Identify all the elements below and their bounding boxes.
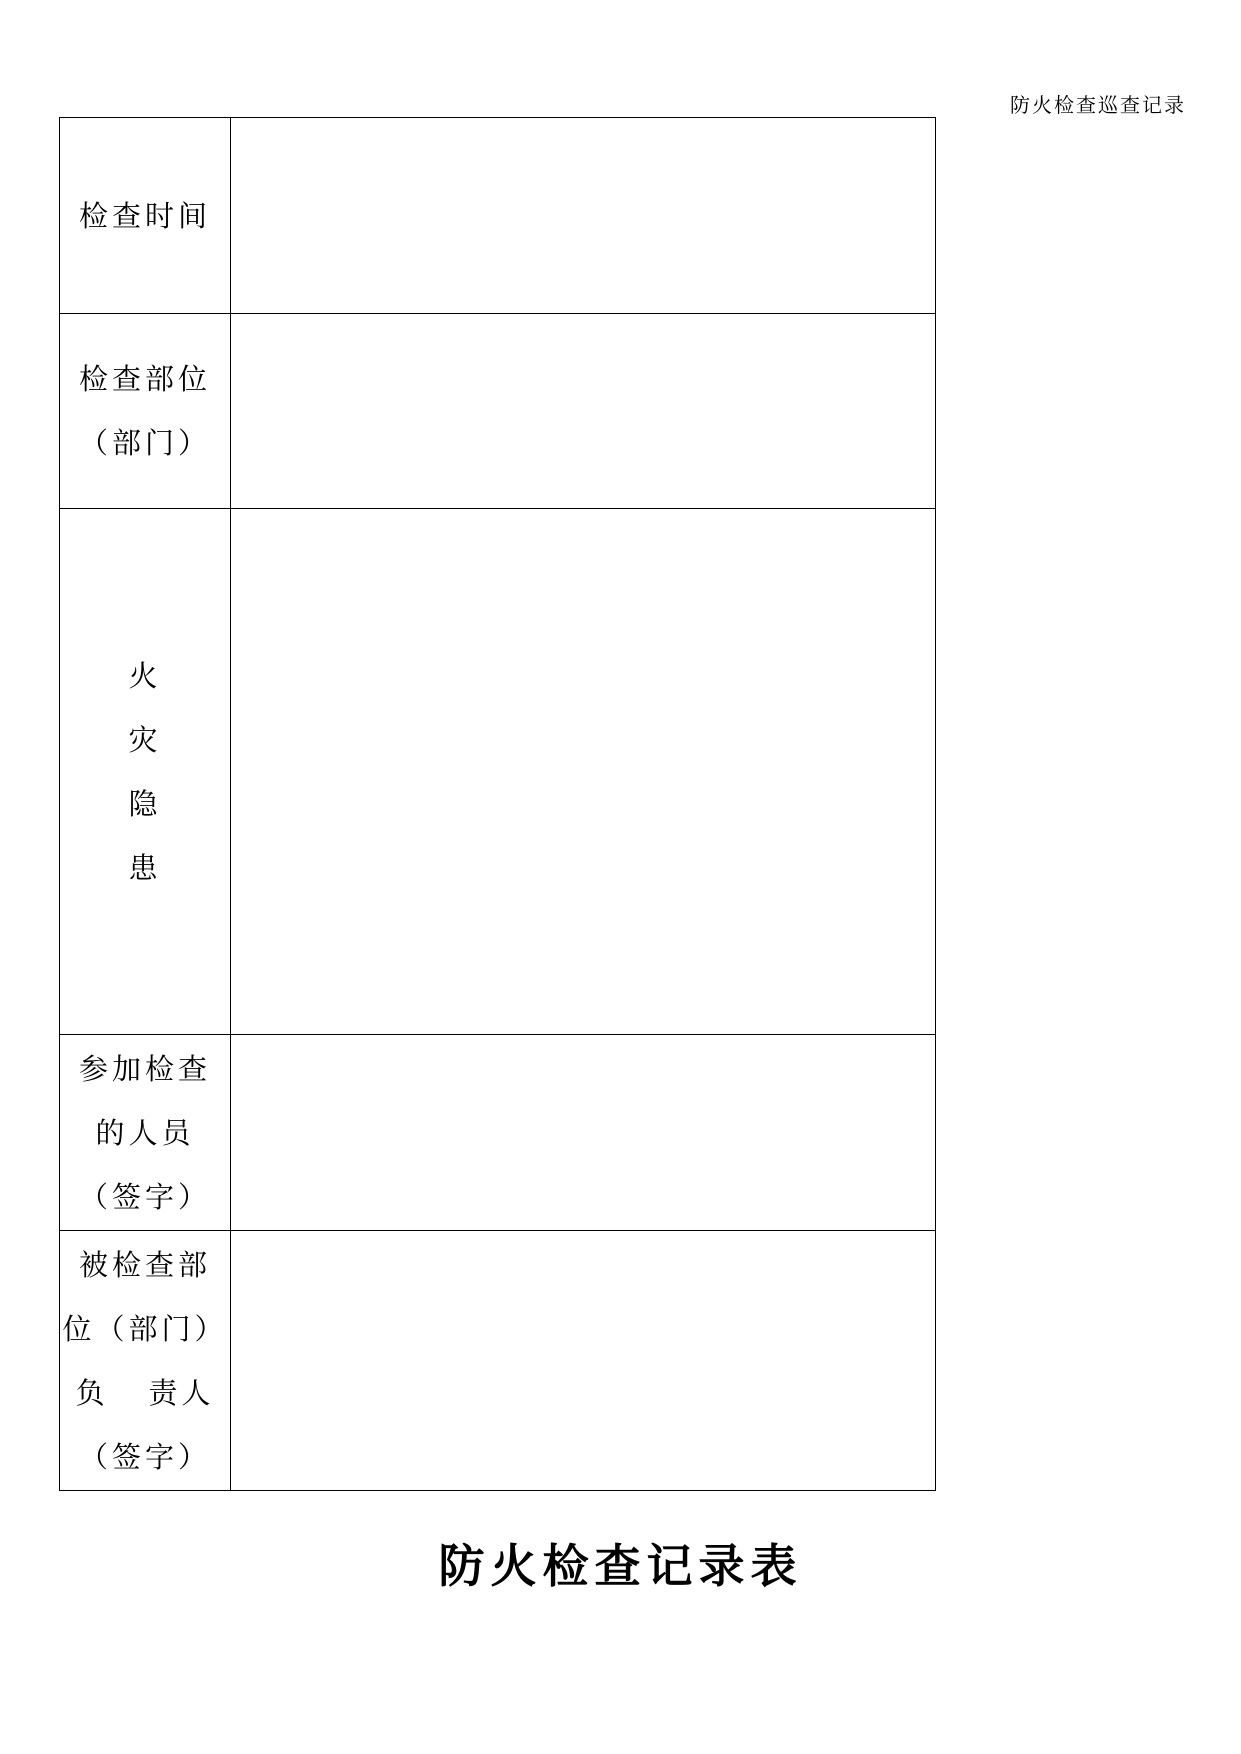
label-line: 检查时间 xyxy=(78,198,211,233)
row-inspection-time xyxy=(60,118,936,314)
label-inspection-members xyxy=(60,1035,231,1231)
header-note: 防火检查巡查记录 xyxy=(1010,93,1186,117)
label-fire-hazards xyxy=(60,509,231,1035)
row-inspected-location xyxy=(60,314,936,509)
label-inspected-location xyxy=(60,314,231,509)
page-title: 防火检查记录表 xyxy=(438,1539,803,1593)
label-line: （签字） xyxy=(78,1439,211,1474)
label-line: （签字） xyxy=(78,1179,211,1214)
label-line: 位（部门） xyxy=(62,1311,228,1346)
fire-inspection-form xyxy=(59,117,936,1491)
label-line: （部门） xyxy=(78,426,211,460)
field-fire-hazards[interactable] xyxy=(231,509,936,1035)
label-inspection-time xyxy=(60,118,231,314)
label-line: 负 责人 xyxy=(75,1375,215,1410)
label-responsible-person xyxy=(60,1231,231,1491)
row-inspection-members xyxy=(60,1035,936,1231)
label-line: 参加检查 xyxy=(78,1051,211,1086)
label-line: 检查部位 xyxy=(78,362,211,396)
row-responsible-person xyxy=(60,1231,936,1491)
field-inspected-location[interactable] xyxy=(231,314,936,509)
label-line: 患 xyxy=(128,850,162,885)
label-line: 的人员 xyxy=(95,1115,195,1150)
label-line: 被检查部 xyxy=(78,1247,211,1282)
label-line: 火 xyxy=(128,658,162,693)
field-inspection-time[interactable] xyxy=(231,118,936,314)
field-inspection-members[interactable] xyxy=(231,1035,936,1231)
label-line: 灾 xyxy=(128,722,162,757)
field-responsible-person[interactable] xyxy=(231,1231,936,1491)
row-fire-hazards xyxy=(60,509,936,1035)
label-line: 隐 xyxy=(128,786,162,821)
